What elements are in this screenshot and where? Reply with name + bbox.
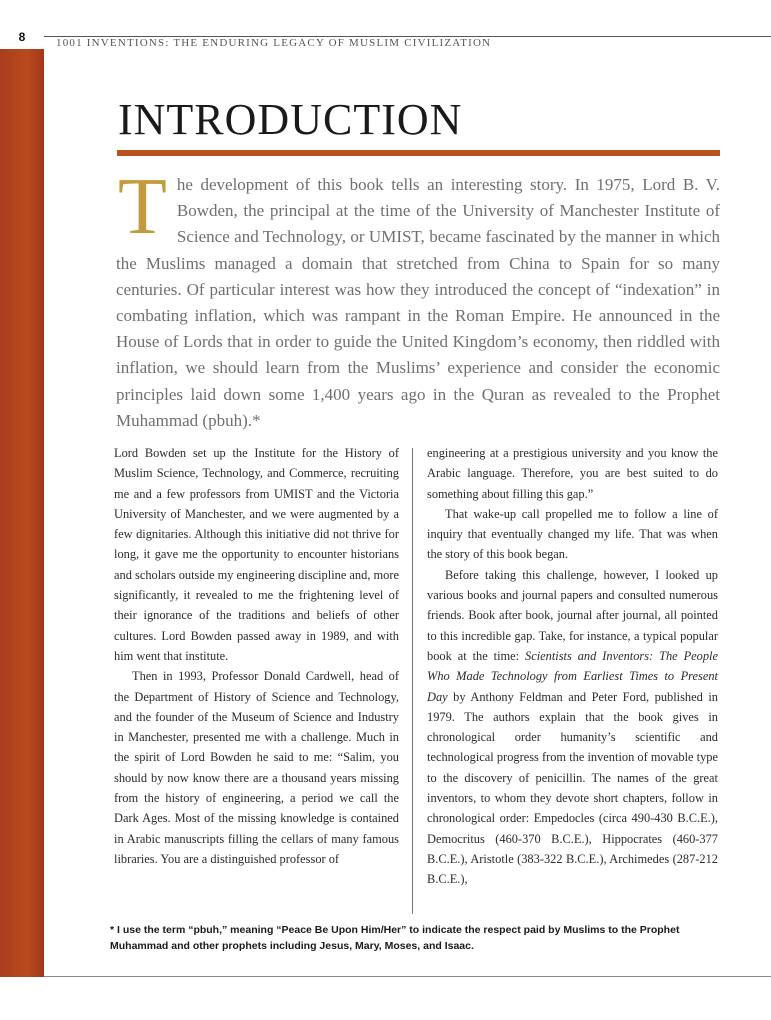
decorative-side-band	[0, 49, 44, 977]
page-number: 8	[0, 28, 44, 46]
title-underline	[117, 150, 720, 156]
intro-paragraph	[116, 163, 720, 434]
right-paragraph-3	[427, 565, 718, 890]
left-paragraph-1: Lord Bowden set up the Institute for the History of Muslim Science, Technology, and Commerce, recruiting me and a few professors from UMIST and the Victoria University of Manchester, and we were augmented by a few dignitaries. Although this initiative did not thrive for long, it gave me the opportunity to encounter historians and scholars outside my engineering discipline and, more significantly, it revealed to me the frightening level of their ignorance of the traditions and beliefs of other cultures. Lord Bowden passed away in 1989, and with him went that institute.	[114, 446, 399, 663]
left-paragraph-2: Then in 1993, Professor Donald Cardwell, head of the Department of History of Science and Technology, and the founder of the Museum of Science and Industry in Manchester, presented me with a challenge. Much in the spirit of Lord Bowden he said to me: “Salim, you should by now know there are a thousand years missing from the history of engineering, a period we call the Dark Ages. Most of the missing knowledge is contained in Arabic manuscripts filling the cellars of many famous libraries. You are a distinguished professor of	[114, 669, 399, 866]
book-title: Scientists and Inventors: The People Who Made Technology from Earliest Times to Present Day	[427, 648, 718, 704]
page-title: INTRODUCTION	[118, 95, 463, 144]
running-head: 1001 INVENTIONS: THE ENDURING LEGACY OF MUSLIM CIVILIZATION	[56, 37, 492, 49]
right-paragraph-2: That wake-up call propelled me to follow a line of inquiry that eventually changed my life. That was when the story of this book began.	[427, 506, 718, 562]
right-paragraph-3-start: Before taking this challenge, however, I looked up various books and journal papers and consulted numerous friends. Book after book, journal after journal, all pointed to this incredible gap. Take, for instance, a typical popular book at the time:	[427, 567, 718, 663]
footnote: * I use the term “pbuh,” meaning “Peace Be Upon Him/Her” to indicate the respect paid by Muslims to the Prophet Muhammad and other prophets including Jesus, Mary, Moses, and Isaac.	[110, 924, 680, 952]
left-column	[114, 443, 399, 869]
right-column	[427, 443, 718, 890]
drop-cap: T	[118, 163, 167, 251]
intro-text: he development of this book tells an interesting story. In 1975, Lord B. V. Bowden, the principal at the time of the University of Manchester Institute of Science and Technology, or UMIST, became fascinated by the manner in which the Muslims managed a domain that stretched from China to Spain for so many centuries. Of particular interest was how they introduced the concept of “indexation” in combating inflation, which was rampant in the Roman Empire. He announced in the House of Lords that in order to guide the United Kingdom’s economy, then riddled with inflation, we should learn from the Muslims’ experience and consider the economic principles laid down some 1,400 years ago in the Quran as revealed to the Prophet Muhammad (pbuh).*	[116, 175, 720, 430]
right-paragraph-1: engineering at a prestigious university and you know the Arabic language. Therefore, you are best suited to do something about filling this gap.”	[427, 446, 718, 501]
footer-rule	[44, 976, 771, 977]
column-divider	[412, 448, 413, 914]
right-paragraph-3-end: by Anthony Feldman and Peter Ford, published in 1979. The authors explain that the book gives in chronological order humanity’s scientific and technological progress from the invention of movable type to the discovery of penicillin. The names of the great inventors, to whom they devote short chapters, follow in chronological order: Empedocles (circa 490-430 B.C.E.), Democritus (460-370 B.C.E.), Hippocrates (460-377 B.C.E.), Aristotle (383-322 B.C.E.), Archimedes (287-212 B.C.E.),	[427, 689, 718, 887]
